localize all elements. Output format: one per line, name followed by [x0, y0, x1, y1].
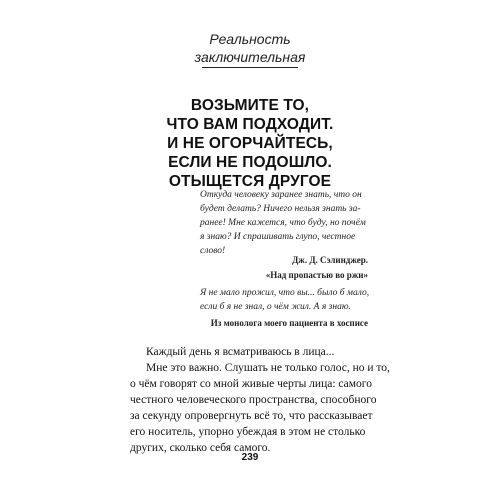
chapter-title-line-1: Реальность [209, 31, 291, 47]
section-title-line: ЕСЛИ НЕ ПОДОШЛО. [168, 154, 332, 171]
epigraph-source: «Над пропастью во ржи» [265, 270, 368, 280]
section-title-line: ОТЫЩЕТСЯ ДРУГОЕ [168, 173, 332, 190]
epigraph-line: я знаю? И спрашивать глупо, честное [200, 232, 356, 242]
body-line: за секунду опровергнуть всё то, что рассказывает [130, 410, 373, 422]
body-paragraphs [130, 344, 390, 456]
epigraph-line: будет делать? Ничего нельзя знать за- [200, 204, 361, 214]
epigraph-line: ранее! Мне кажется, что буду, но почём [200, 218, 366, 228]
epigraph-quote-1 [200, 188, 370, 258]
body-line: Мне это важно. Слушать не только голос, но и то, [146, 362, 390, 374]
epigraph-author: Дж. Д. Сэлинджер. [292, 255, 368, 265]
section-title-line: ЧТО ВАМ ПОДХОДИТ. [166, 116, 334, 133]
epigraph-line: слово! [200, 246, 226, 256]
body-line: о чём говорят со мной живые черты лица: самого [130, 378, 372, 390]
body-line: Каждый день я всматриваюсь в лица... [146, 346, 335, 358]
epigraph-line: если б я не знал, о чём жил. А я знаю. [200, 302, 351, 312]
epigraph-quote-2 [200, 286, 370, 314]
body-line: других, сколько себя самого. [130, 442, 271, 454]
section-title-line: ВОЗЬМИТЕ ТО, [190, 97, 310, 114]
epigraph-line: Я не мало прожил, что вы... было б мало, [200, 288, 370, 298]
section-title-line: И НЕ ОГОРЧАЙТЕСЬ, [167, 135, 333, 152]
section-title [100, 96, 400, 191]
chapter-heading [150, 30, 350, 68]
epigraph-line: Откуда человеку заранее знать, что он [200, 190, 362, 200]
chapter-underline [202, 67, 298, 68]
body-line: честного человеческого пространства, способного [130, 394, 377, 406]
page-number: 239 [241, 452, 259, 463]
body-line: его носитель, упорно убеждая в этом не столько [130, 426, 366, 438]
chapter-title-line-2: заключительная [194, 49, 306, 65]
epigraph-source-2: Из монолога моего пациента в хосписе [210, 318, 368, 328]
